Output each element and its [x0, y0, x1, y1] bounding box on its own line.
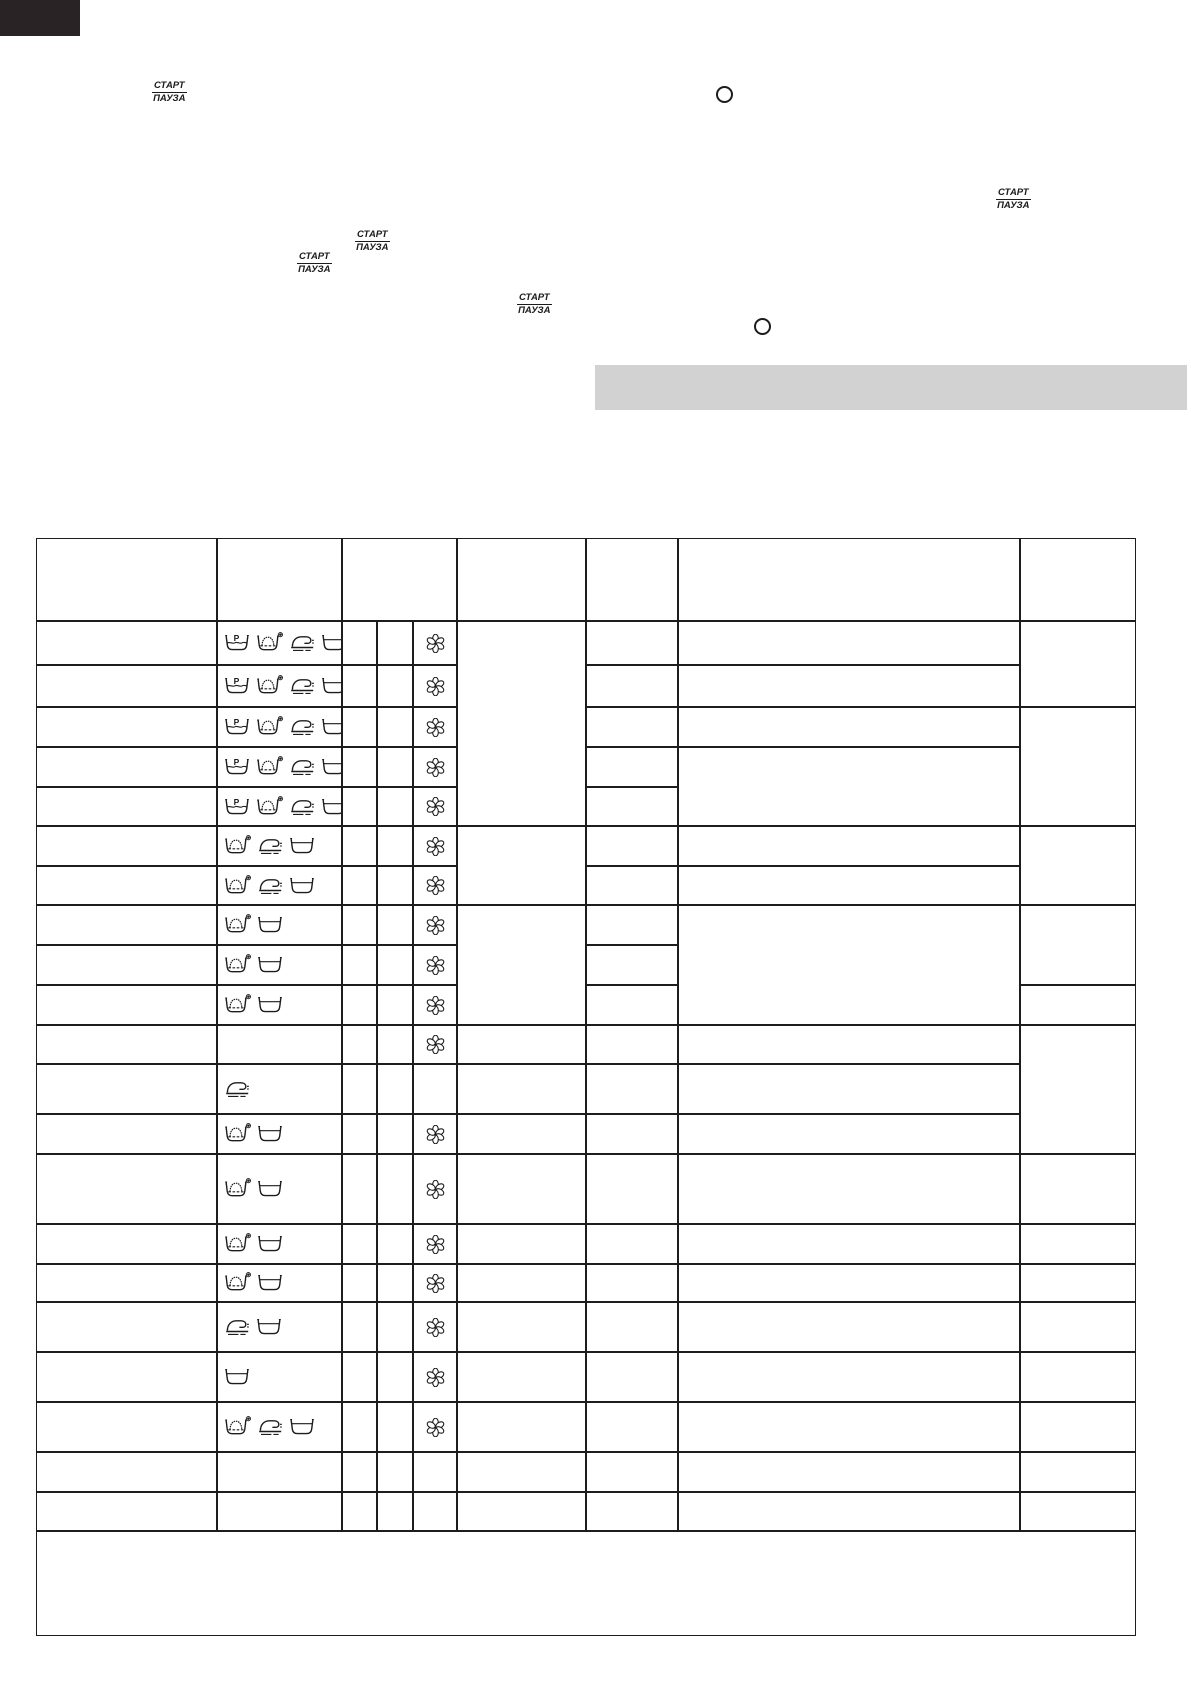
program-name-cell: [36, 747, 217, 787]
option-cell: [413, 866, 457, 905]
value-cell: [342, 1114, 377, 1154]
start-pause-bottom: ПАУЗА: [518, 305, 551, 316]
merged-cell: [1020, 826, 1136, 905]
value-cell: [342, 1492, 377, 1531]
tub-prewash-icon: [224, 675, 250, 697]
care-symbols-cell: [217, 787, 342, 826]
value-cell: [342, 1352, 377, 1402]
value-cell: [342, 1025, 377, 1064]
care-symbols-cell: [217, 707, 342, 747]
value-cell: [377, 905, 413, 945]
value-cell: [342, 747, 377, 787]
value-cell: [586, 1264, 678, 1302]
value-cell: [678, 1492, 1020, 1531]
value-cell: [457, 1492, 586, 1531]
tub-additive-icon: [224, 835, 251, 857]
value-cell: [586, 747, 678, 787]
care-symbols-cell: [217, 905, 342, 945]
tub-additive-icon: [224, 1233, 251, 1255]
option-cell: [413, 1114, 457, 1154]
tub-additive-icon: [224, 1272, 251, 1294]
tub-icon: [289, 1416, 315, 1438]
program-name-cell: [36, 945, 217, 985]
value-cell: [457, 1402, 586, 1452]
flower-icon: [426, 996, 445, 1015]
flower-icon: [426, 677, 445, 696]
program-name-cell: [36, 1114, 217, 1154]
program-name-cell: [36, 1154, 217, 1224]
svg-text:P: P: [233, 757, 240, 768]
value-cell: [377, 1264, 413, 1302]
value-cell: [586, 1025, 678, 1064]
value-cell: [1020, 1452, 1136, 1492]
start-pause-bottom: ПАУЗА: [298, 264, 331, 275]
tub-prewash-icon: [224, 632, 250, 654]
circle-button-icon: [754, 318, 771, 335]
start-pause-label: [297, 252, 332, 275]
flower-icon: [426, 758, 445, 777]
merged-cell: [457, 826, 586, 905]
merged-cell: [457, 621, 586, 826]
iron-icon: [224, 1316, 250, 1338]
tub-additive-icon: [256, 716, 283, 738]
iron-icon: [257, 875, 283, 897]
svg-text:P: P: [233, 717, 240, 728]
merged-cell: [457, 905, 586, 1025]
value-cell: [586, 866, 678, 905]
value-cell: [586, 1402, 678, 1452]
value-cell: [342, 707, 377, 747]
program-name-cell: [36, 707, 217, 747]
flower-icon: [426, 1274, 445, 1293]
care-symbols-cell: [217, 1452, 342, 1492]
program-name-cell: [36, 1492, 217, 1531]
value-cell: [377, 621, 413, 665]
value-cell: [586, 1352, 678, 1402]
tub-additive-icon: [224, 954, 251, 976]
flower-icon: [426, 1035, 445, 1054]
value-cell: [586, 621, 678, 665]
tub-additive-icon: [224, 1416, 251, 1438]
header-cell: [457, 538, 586, 621]
program-name-cell: [36, 621, 217, 665]
value-cell: [377, 945, 413, 985]
value-cell: [678, 707, 1020, 747]
tub-prewash-icon: [224, 756, 250, 778]
program-name-cell: [36, 1352, 217, 1402]
option-cell: [413, 1492, 457, 1531]
value-cell: [377, 665, 413, 707]
value-cell: [457, 1224, 586, 1264]
value-cell: [377, 1025, 413, 1064]
option-cell: [413, 1264, 457, 1302]
merged-cell: [678, 747, 1020, 826]
value-cell: [586, 945, 678, 985]
option-cell: [413, 665, 457, 707]
value-cell: [1020, 1224, 1136, 1264]
flower-icon: [426, 1418, 445, 1437]
care-symbols-cell: [217, 1025, 342, 1064]
start-pause-top: СТАРТ: [357, 229, 388, 240]
highlight-bar: [595, 365, 1187, 410]
program-name-cell: [36, 905, 217, 945]
start-pause-label: [355, 230, 390, 253]
svg-text:P: P: [233, 676, 240, 687]
value-cell: [457, 1452, 586, 1492]
iron-icon: [289, 716, 315, 738]
tub-additive-icon: [256, 675, 283, 697]
care-symbols-cell: [217, 1224, 342, 1264]
option-cell: [413, 1402, 457, 1452]
start-pause-top: СТАРТ: [519, 292, 550, 303]
tub-prewash-icon: [224, 796, 250, 818]
header-cell: [342, 538, 457, 621]
start-pause-top: СТАРТ: [998, 187, 1029, 198]
value-cell: [678, 1114, 1020, 1154]
value-cell: [377, 985, 413, 1025]
circle-button-icon: [716, 86, 733, 103]
flower-icon: [426, 1235, 445, 1254]
value-cell: [377, 866, 413, 905]
option-cell: [413, 1154, 457, 1224]
program-name-cell: [36, 1302, 217, 1352]
header-cell: [678, 538, 1020, 621]
start-pause-top: СТАРТ: [299, 251, 330, 262]
care-symbols-cell: [217, 1402, 342, 1452]
tub-additive-icon: [224, 875, 251, 897]
tub-icon: [257, 1178, 283, 1200]
value-cell: [678, 1352, 1020, 1402]
table-footnote-cell: [36, 1531, 1136, 1636]
care-symbols-cell: [217, 1264, 342, 1302]
value-cell: [678, 621, 1020, 665]
flower-icon: [426, 1125, 445, 1144]
option-cell: [413, 787, 457, 826]
iron-icon: [257, 1416, 283, 1438]
value-cell: [342, 866, 377, 905]
value-cell: [342, 621, 377, 665]
value-cell: [586, 1492, 678, 1531]
value-cell: [342, 985, 377, 1025]
value-cell: [377, 1352, 413, 1402]
value-cell: [586, 1114, 678, 1154]
merged-cell: [1020, 905, 1136, 985]
program-name-cell: [36, 985, 217, 1025]
value-cell: [457, 1154, 586, 1224]
tub-icon: [257, 1123, 283, 1145]
value-cell: [1020, 1264, 1136, 1302]
value-cell: [586, 1452, 678, 1492]
program-name-cell: [36, 1064, 217, 1114]
program-name-cell: [36, 1402, 217, 1452]
start-pause-bottom: ПАУЗА: [997, 200, 1030, 211]
value-cell: [342, 1264, 377, 1302]
value-cell: [342, 1302, 377, 1352]
iron-icon: [257, 835, 283, 857]
tub-icon: [257, 954, 283, 976]
value-cell: [586, 1154, 678, 1224]
value-cell: [586, 665, 678, 707]
program-name-cell: [36, 826, 217, 866]
care-symbols-cell: [217, 621, 342, 665]
option-cell: [413, 1352, 457, 1402]
value-cell: [377, 707, 413, 747]
value-cell: [678, 1452, 1020, 1492]
value-cell: [342, 1402, 377, 1452]
svg-text:P: P: [233, 633, 240, 644]
value-cell: [678, 1064, 1020, 1114]
flower-icon: [426, 1368, 445, 1387]
option-cell: [413, 1452, 457, 1492]
tub-additive-icon: [256, 756, 283, 778]
program-name-cell: [36, 866, 217, 905]
value-cell: [342, 787, 377, 826]
option-cell: [413, 621, 457, 665]
value-cell: [457, 1352, 586, 1402]
value-cell: [1020, 1492, 1136, 1531]
start-pause-bottom: ПАУЗА: [153, 93, 186, 104]
value-cell: [377, 1114, 413, 1154]
value-cell: [586, 1064, 678, 1114]
start-pause-top: СТАРТ: [154, 80, 185, 91]
care-symbols-cell: [217, 1492, 342, 1531]
header-cell: [586, 538, 678, 621]
flower-icon: [426, 876, 445, 895]
header-cell: [1020, 538, 1136, 621]
value-cell: [1020, 985, 1136, 1025]
option-cell: [413, 1224, 457, 1264]
tub-additive-icon: [256, 632, 283, 654]
value-cell: [678, 1264, 1020, 1302]
start-pause-bottom: ПАУЗА: [356, 242, 389, 253]
value-cell: [377, 1064, 413, 1114]
care-symbols-cell: [217, 665, 342, 707]
start-pause-label: [996, 188, 1031, 211]
iron-icon: [289, 675, 315, 697]
start-pause-label: [517, 293, 552, 316]
value-cell: [377, 1452, 413, 1492]
value-cell: [678, 1025, 1020, 1064]
care-symbols-cell: [217, 1064, 342, 1114]
value-cell: [377, 1492, 413, 1531]
value-cell: [377, 1402, 413, 1452]
merged-cell: [678, 905, 1020, 1025]
value-cell: [678, 1154, 1020, 1224]
option-cell: [413, 1025, 457, 1064]
value-cell: [586, 1302, 678, 1352]
iron-icon: [289, 756, 315, 778]
option-cell: [413, 1302, 457, 1352]
value-cell: [586, 1224, 678, 1264]
value-cell: [678, 866, 1020, 905]
tub-icon: [257, 1233, 283, 1255]
value-cell: [457, 1264, 586, 1302]
tub-icon: [257, 1272, 283, 1294]
value-cell: [342, 905, 377, 945]
iron-icon: [289, 796, 315, 818]
program-name-cell: [36, 1452, 217, 1492]
value-cell: [377, 747, 413, 787]
value-cell: [1020, 1302, 1136, 1352]
value-cell: [342, 826, 377, 866]
value-cell: [377, 1154, 413, 1224]
value-cell: [586, 707, 678, 747]
value-cell: [457, 1302, 586, 1352]
tub-icon: [256, 1316, 282, 1338]
program-name-cell: [36, 1025, 217, 1064]
option-cell: [413, 747, 457, 787]
value-cell: [586, 905, 678, 945]
value-cell: [678, 1302, 1020, 1352]
value-cell: [457, 1064, 586, 1114]
flower-icon: [426, 837, 445, 856]
option-cell: [413, 905, 457, 945]
value-cell: [377, 787, 413, 826]
merged-cell: [1020, 1025, 1136, 1154]
tub-icon: [257, 914, 283, 936]
care-symbols-cell: [217, 747, 342, 787]
value-cell: [457, 1114, 586, 1154]
flower-icon: [426, 916, 445, 935]
value-cell: [342, 665, 377, 707]
merged-cell: [1020, 621, 1136, 707]
tub-additive-icon: [256, 796, 283, 818]
care-symbols-cell: [217, 1352, 342, 1402]
care-symbols-cell: [217, 866, 342, 905]
option-cell: [413, 826, 457, 866]
care-symbols-cell: [217, 945, 342, 985]
tub-additive-icon: [224, 994, 251, 1016]
program-name-cell: [36, 665, 217, 707]
flower-icon: [426, 718, 445, 737]
value-cell: [342, 1064, 377, 1114]
iron-icon: [289, 632, 315, 654]
option-cell: [413, 1064, 457, 1114]
flower-icon: [426, 797, 445, 816]
value-cell: [342, 1154, 377, 1224]
tub-additive-icon: [224, 1178, 251, 1200]
value-cell: [342, 945, 377, 985]
program-table: [36, 538, 1136, 1636]
start-pause-label: [152, 81, 187, 104]
svg-text:P: P: [233, 796, 240, 807]
care-symbols-cell: [217, 826, 342, 866]
value-cell: [1020, 1352, 1136, 1402]
tub-additive-icon: [224, 914, 251, 936]
value-cell: [586, 826, 678, 866]
value-cell: [377, 826, 413, 866]
iron-icon: [224, 1078, 250, 1100]
value-cell: [678, 1224, 1020, 1264]
flower-icon: [426, 1180, 445, 1199]
value-cell: [678, 665, 1020, 707]
value-cell: [377, 1302, 413, 1352]
page-corner-tab: [0, 0, 80, 36]
tub-icon: [289, 875, 315, 897]
value-cell: [1020, 1402, 1136, 1452]
tub-icon: [224, 1366, 250, 1388]
tub-icon: [257, 994, 283, 1016]
value-cell: [678, 826, 1020, 866]
flower-icon: [426, 956, 445, 975]
care-symbols-cell: [217, 1114, 342, 1154]
value-cell: [1020, 1154, 1136, 1224]
value-cell: [678, 1402, 1020, 1452]
program-name-cell: [36, 787, 217, 826]
header-cell: [36, 538, 217, 621]
care-symbols-cell: [217, 1154, 342, 1224]
value-cell: [457, 1025, 586, 1064]
value-cell: [586, 985, 678, 1025]
care-symbols-cell: [217, 1302, 342, 1352]
header-cell: [217, 538, 342, 621]
care-symbols-cell: [217, 985, 342, 1025]
tub-prewash-icon: [224, 716, 250, 738]
option-cell: [413, 985, 457, 1025]
option-cell: [413, 945, 457, 985]
program-name-cell: [36, 1224, 217, 1264]
flower-icon: [426, 1318, 445, 1337]
value-cell: [586, 787, 678, 826]
merged-cell: [1020, 707, 1136, 826]
value-cell: [342, 1224, 377, 1264]
tub-additive-icon: [224, 1123, 251, 1145]
tub-icon: [289, 835, 315, 857]
flower-icon: [426, 634, 445, 653]
value-cell: [342, 1452, 377, 1492]
value-cell: [377, 1224, 413, 1264]
option-cell: [413, 707, 457, 747]
program-name-cell: [36, 1264, 217, 1302]
